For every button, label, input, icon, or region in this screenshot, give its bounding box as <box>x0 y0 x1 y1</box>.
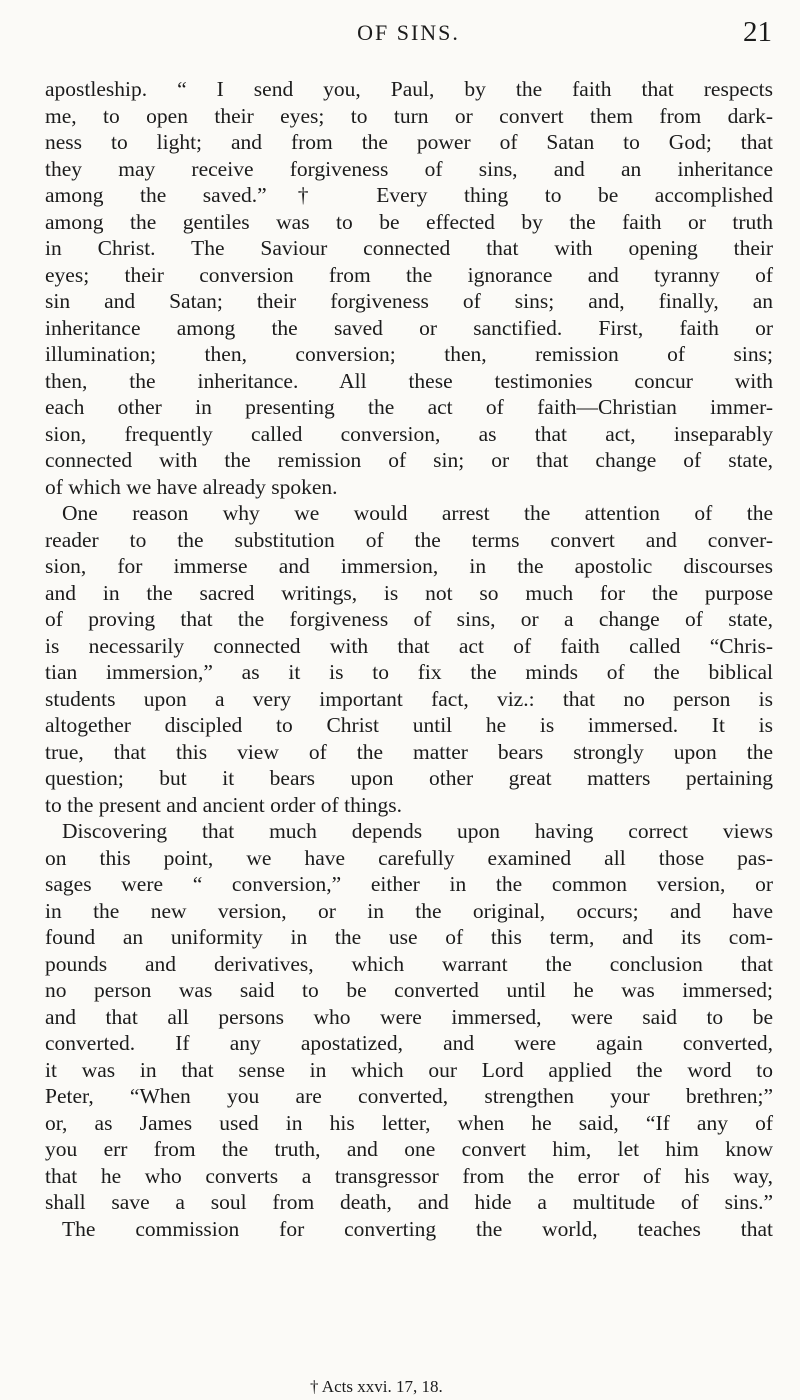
text-line: among the saved.”† Every thing to be accomplished <box>45 183 773 207</box>
text-line: you err from the truth, and one convert him, let him know <box>45 1137 773 1161</box>
text-line: of proving that the forgiveness of sins, or a change of state, <box>45 607 773 631</box>
text-line: Discovering that much depends upon having correct views <box>62 819 773 843</box>
text-line: illumination; then, conversion; then, remission of sins; <box>45 342 773 366</box>
text-line: they may receive forgiveness of sins, and an inheritance <box>45 156 773 181</box>
text-line: question; but it bears upon other great matters pertaining <box>45 766 773 790</box>
running-title: OF SINS. <box>357 20 460 45</box>
text-line: is necessarily connected with that act of faith called “Chris- <box>45 633 773 658</box>
text-line: eyes; their conversion from the ignorance and tyranny of <box>45 262 773 287</box>
text-line: sages were “ conversion,” either in the common version, or <box>45 872 773 896</box>
text-line: no person was said to be converted until he was immersed; <box>45 978 773 1002</box>
text-line: sion, for immerse and immersion, in the apostolic discourses <box>45 554 773 578</box>
text-line: ness to light; and from the power of Satan to God; that <box>45 130 773 154</box>
text-line: tian immersion,” as it is to fix the minds of the biblical <box>45 660 773 684</box>
text-line: altogether discipled to Christ until he is immersed. It is <box>45 713 773 737</box>
text-line: pounds and derivatives, which warrant the conclusion that <box>45 951 773 976</box>
text-line: or, as James used in his letter, when he said, “If any of <box>45 1110 773 1135</box>
text-line: students upon a very important fact, viz.: that no person is <box>45 686 773 711</box>
page-number: 21 <box>743 16 772 48</box>
footnote: † Acts xxvi. 17, 18. <box>310 1377 443 1396</box>
text-line: to the present and ancient order of things. <box>45 792 403 817</box>
text-line: and that all persons who were immersed, were said to be <box>45 1004 773 1029</box>
text-line: of which we have already spoken. <box>45 474 338 499</box>
text-line: it was in that sense in which our Lord applied the word to <box>45 1057 773 1082</box>
text-line: each other in presenting the act of faith—Christian immer- <box>45 395 773 419</box>
text-line: sion, frequently called conversion, as that act, inseparably <box>45 421 773 446</box>
text-line: connected with the remission of sin; or that change of state, <box>45 448 773 472</box>
text-line: One reason why we would arrest the attention of the <box>62 501 773 525</box>
text-line: reader to the substitution of the terms convert and conver- <box>45 527 773 552</box>
text-line: then, the inheritance. All these testimonies concur with <box>45 368 773 393</box>
text-line: and in the sacred writings, is not so much for the purpose <box>45 580 773 605</box>
text-line: in Christ. The Saviour connected that with opening their <box>45 236 773 260</box>
text-line: The commission for converting the world, teaches that <box>62 1216 773 1241</box>
text-line: that he who converts a transgressor from the error of his way, <box>45 1163 773 1188</box>
text-line: me, to open their eyes; to turn or convert them from dark- <box>45 103 773 128</box>
text-line: shall save a soul from death, and hide a multitude of sins.” <box>45 1190 773 1214</box>
text-line: among the gentiles was to be effected by the faith or truth <box>45 209 773 234</box>
text-line: true, that this view of the matter bears strongly upon the <box>45 739 773 764</box>
text-line: found an uniformity in the use of this term, and its com- <box>45 925 773 949</box>
text-line: inheritance among the saved or sanctified. First, faith or <box>45 315 773 340</box>
text-line: apostleship. “ I send you, Paul, by the faith that respects <box>45 77 773 101</box>
running-head <box>45 16 772 50</box>
text-line: in the new version, or in the original, occurs; and have <box>45 898 773 923</box>
body-text <box>45 76 773 1242</box>
text-line: on this point, we have carefully examined all those pas- <box>45 845 773 870</box>
text-line: converted. If any apostatized, and were again converted, <box>45 1031 773 1055</box>
text-line: sin and Satan; their forgiveness of sins; and, finally, an <box>45 289 773 313</box>
text-line: Peter, “When you are converted, strengthen your brethren;” <box>45 1084 773 1108</box>
